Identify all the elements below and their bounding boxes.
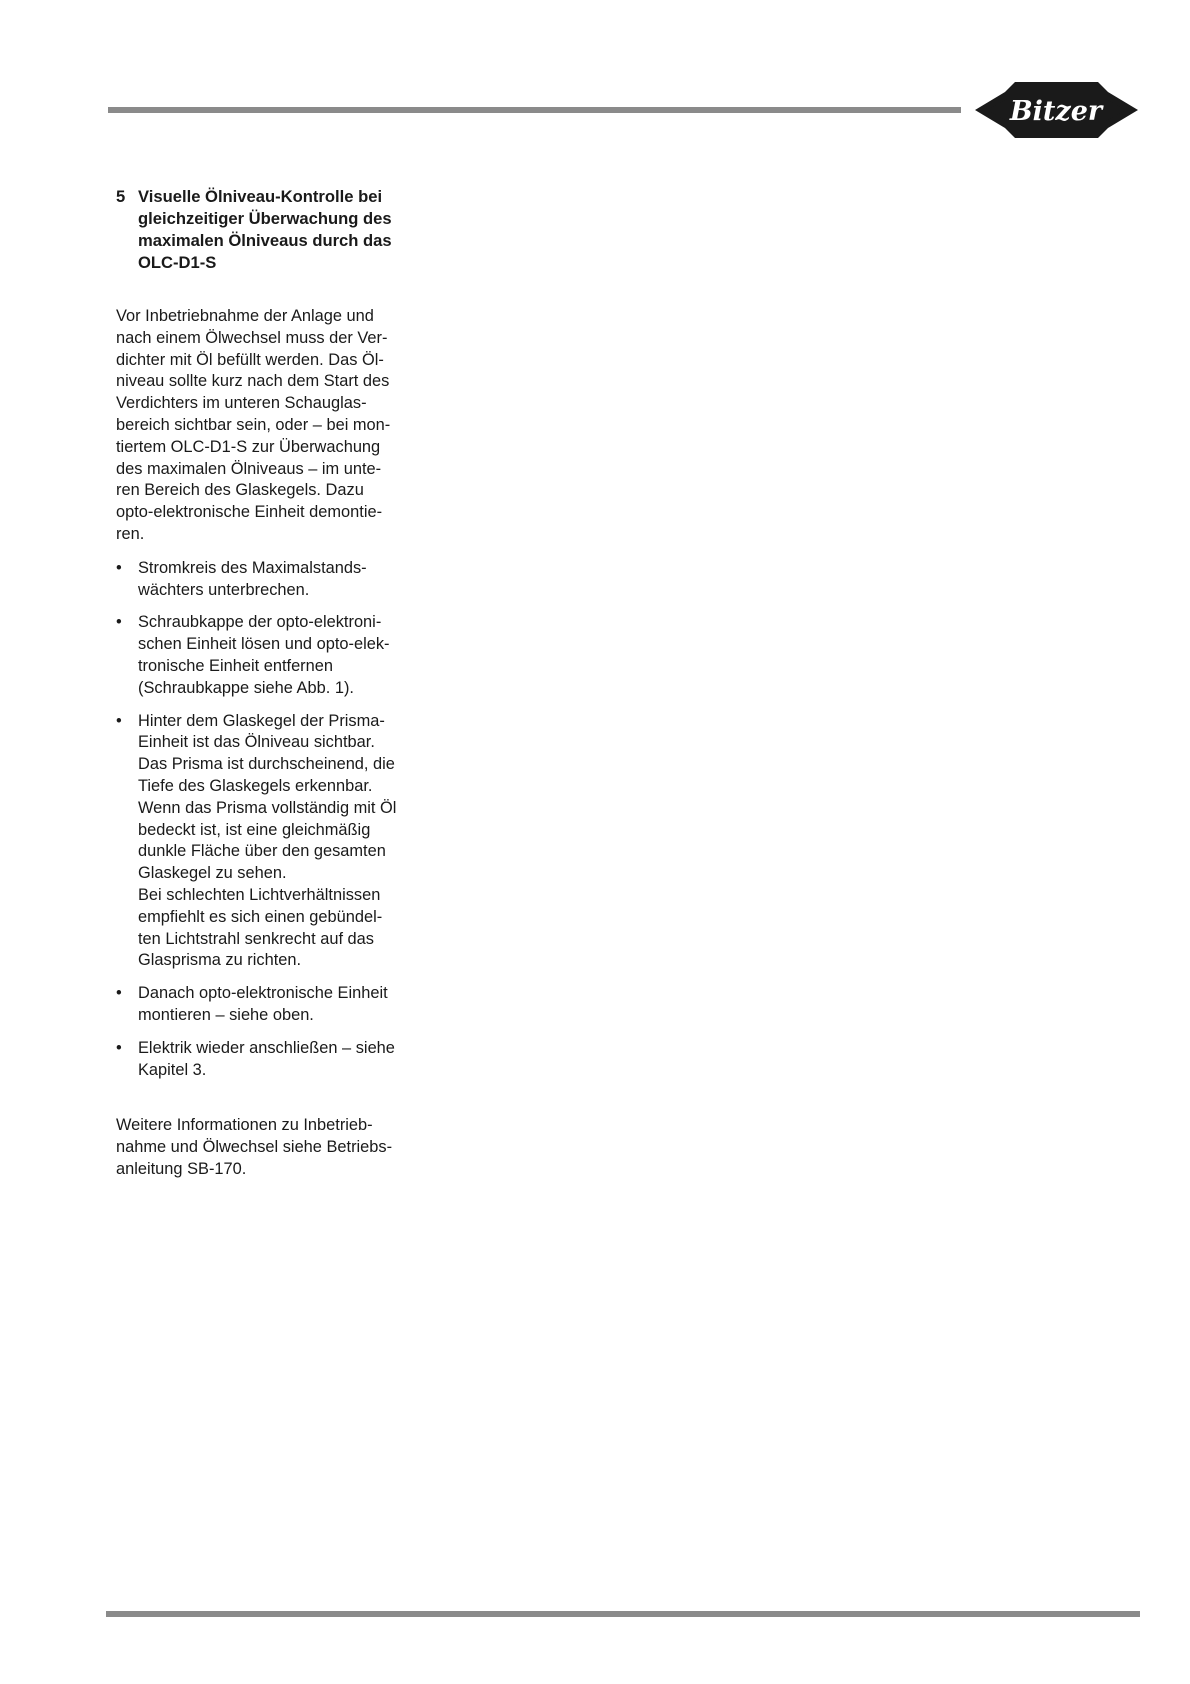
list-item [116, 711, 438, 973]
list-item [116, 983, 438, 1027]
bullet-icon: • [116, 613, 122, 632]
text-line: nahme und Ölwechsel siehe Betriebs- [116, 1138, 393, 1157]
text-line: ren Bereich des Glaskegels. Dazu [116, 481, 364, 500]
text-line: Elektrik wieder anschließen – siehe [138, 1038, 395, 1057]
text-line: bereich sichtbar sein, oder – bei mon- [116, 415, 391, 434]
text-line: Einheit ist das Ölniveau sichtbar. [138, 733, 375, 752]
text-line: Schraubkappe der opto-elektroni- [138, 613, 382, 632]
list-item-text [138, 711, 438, 973]
text-line: des maximalen Ölniveaus – im unte- [116, 459, 382, 478]
section-title-line: maximalen Ölniveaus durch das [138, 231, 392, 250]
text-line: Kapitel 3. [138, 1060, 207, 1079]
text-line: anleitung SB-170. [116, 1159, 247, 1178]
footer-rule [106, 1611, 1140, 1617]
section-title-line: OLC-D1-S [138, 253, 217, 272]
text-line: montieren – siehe oben. [138, 1005, 314, 1024]
text-line: tronische Einheit entfernen [138, 656, 333, 675]
section-title [138, 186, 438, 274]
closing-paragraph [116, 1115, 438, 1180]
text-line: bedeckt ist, ist eine gleichmäßig [138, 820, 371, 839]
text-line: wächters unterbrechen. [138, 580, 310, 599]
header-rule [108, 107, 961, 113]
bitzer-logo [975, 80, 1138, 140]
list-item [116, 612, 438, 699]
text-line: niveau sollte kurz nach dem Start des [116, 372, 390, 391]
text-line: empfiehlt es sich einen gebündel- [138, 907, 383, 926]
text-line: Weitere Informationen zu Inbetrieb- [116, 1116, 373, 1135]
text-line: Hinter dem Glaskegel der Prisma- [138, 711, 385, 730]
text-line: opto-elektronische Einheit demontie- [116, 503, 383, 522]
text-line: Verdichters im unteren Schauglas- [116, 394, 367, 413]
text-line: Wenn das Prisma vollständig mit Öl [138, 798, 397, 817]
text-line: Das Prisma ist durchscheinend, die [138, 755, 395, 774]
instruction-list [116, 558, 438, 1082]
bullet-icon: • [116, 558, 122, 577]
bullet-icon: • [116, 984, 122, 1003]
text-line: ren. [116, 524, 145, 543]
text-line: Stromkreis des Maximalstands- [138, 558, 367, 577]
section-heading [116, 186, 438, 274]
bullet-icon: • [116, 711, 122, 730]
text-line: dunkle Fläche über den gesamten [138, 842, 386, 861]
text-line: (Schraubkappe siehe Abb. 1). [138, 678, 354, 697]
text-line: Glaskegel zu sehen. [138, 864, 287, 883]
list-item [116, 558, 438, 602]
list-item-text [138, 1038, 438, 1082]
text-line: nach einem Ölwechsel muss der Ver- [116, 328, 388, 347]
text-line: Tiefe des Glaskegels erkennbar. [138, 776, 373, 795]
text-line: Vor Inbetriebnahme der Anlage und [116, 307, 374, 325]
text-line: Danach opto-elektronische Einheit [138, 984, 388, 1003]
text-line: tiertem OLC-D1-S zur Überwachung [116, 437, 381, 456]
list-item-text [138, 558, 438, 602]
list-item [116, 1038, 438, 1082]
list-item-text [138, 983, 438, 1027]
intro-paragraph [116, 306, 438, 546]
text-line: Glasprisma zu richten. [138, 951, 302, 970]
section-title-line: Visuelle Ölniveau-Kontrolle bei [138, 187, 383, 206]
text-line: ten Lichtstrahl senkrecht auf das [138, 929, 374, 948]
section-title-line: gleichzeitiger Überwachung des [138, 209, 392, 228]
text-line: schen Einheit lösen und opto-elek- [138, 635, 390, 654]
list-item-text [138, 612, 438, 699]
section-number: 5 [116, 187, 126, 206]
logo-wordmark: Bitzer [1009, 96, 1103, 127]
text-line: Bei schlechten Lichtverhältnissen [138, 885, 381, 904]
bullet-icon: • [116, 1038, 122, 1057]
document-body [116, 186, 438, 1193]
text-line: dichter mit Öl befüllt werden. Das Öl- [116, 350, 384, 369]
